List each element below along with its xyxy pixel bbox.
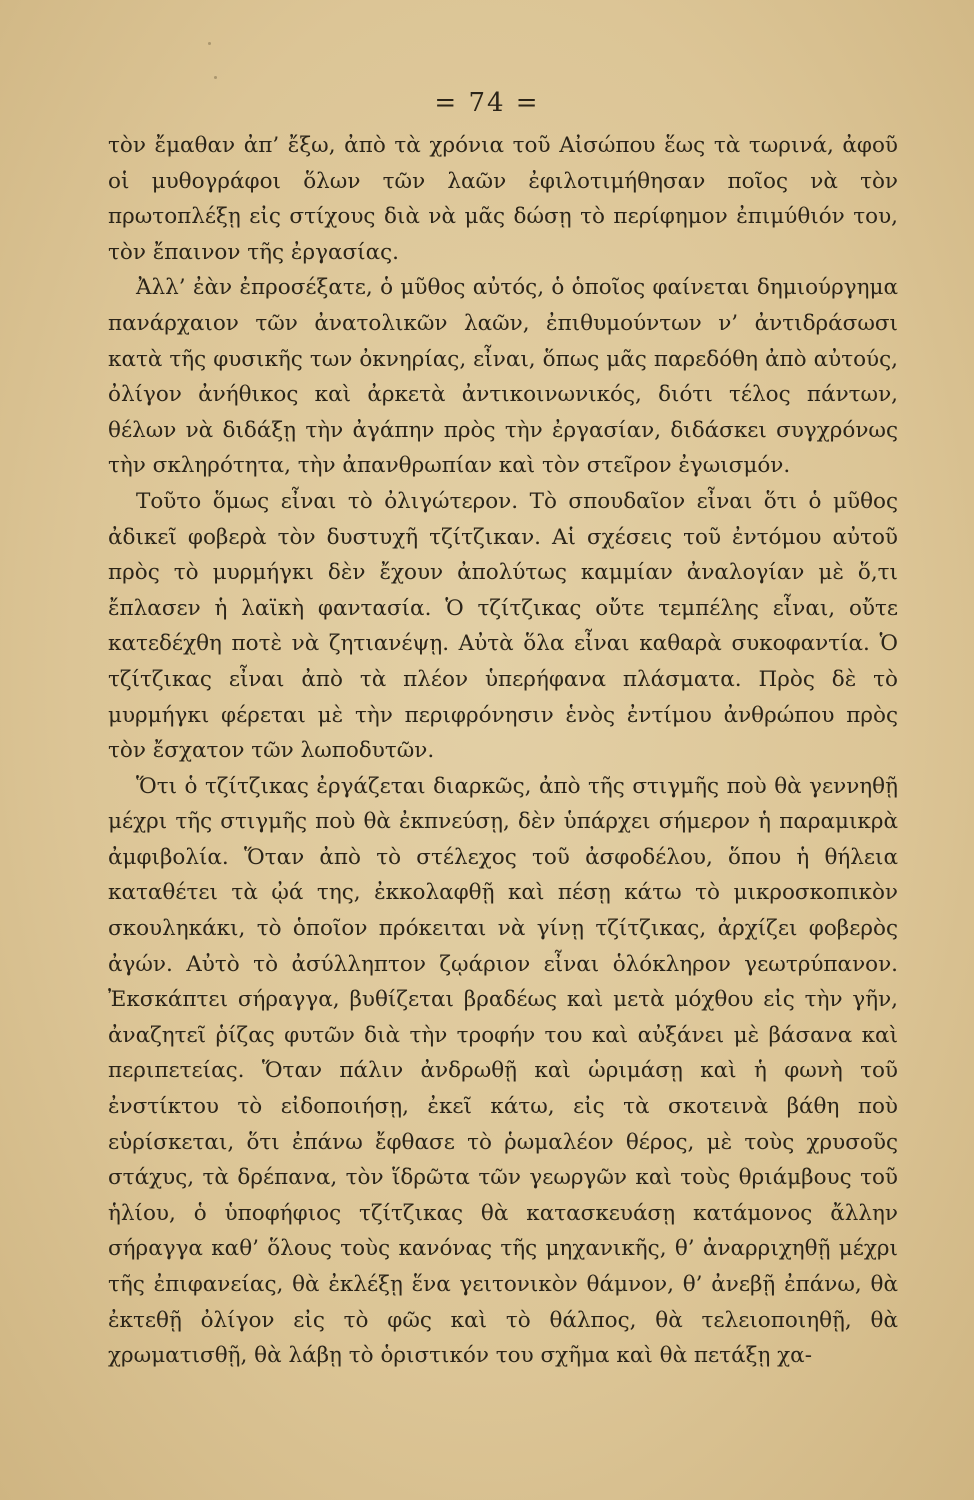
paper-speck	[208, 42, 211, 45]
body-text	[108, 128, 898, 1374]
page-number: = 74 =	[434, 88, 540, 118]
paragraph-1: τὸν ἔμαθαν ἀπ’ ἔξω, ἀπὸ τὰ χρόνια τοῦ Αἰσώπου ἕως τὰ τωρινά, ἀφοῦ οἱ μυθογράφοι ὅλων τῶν λαῶν ἐφιλοτιμήθησαν ποῖος νὰ τὸν πρωτοπλέξῃ εἰς στίχους διὰ νὰ μᾶς δώσῃ τὸ περίφημον ἐπιμύθιόν του, τὸν ἔπαινον τῆς ἐργασίας.	[108, 133, 898, 265]
paragraph-4: Ὅτι ὁ τζίτζικας ἐργάζεται διαρκῶς, ἀπὸ τῆς στιγμῆς ποὺ θὰ γεννηθῇ μέχρι τῆς στιγμῆς ποὺ θὰ ἐκπνεύσῃ, δὲν ὑπάρχει σήμερον ἡ παραμικρὰ ἀμφιβολία. Ὅταν ἀπὸ τὸ στέλεχος τοῦ ἀσφοδέλου, ὅπου ἡ θήλεια καταθέτει τὰ ᾠά της, ἐκκολαφθῇ καὶ πέσῃ κάτω τὸ μικροσκοπικὸν σκουληκάκι, τὸ ὁποῖον πρόκειται νὰ γίνῃ τζίτζικας, ἀρχίζει φοβερὸς ἀγών. Αὐτὸ τὸ ἀσύλληπτον ζῳάριον εἶναι ὁλόκληρον γεωτρύπανον. Ἐκσκάπτει σήραγγα, βυθίζεται βραδέως καὶ μετὰ μόχθου εἰς τὴν γῆν, ἀναζητεῖ ῥίζας φυτῶν διὰ τὴν τροφήν του καὶ αὐξάνει μὲ βάσανα καὶ περιπετείας. Ὅταν πάλιν ἀνδρωθῇ καὶ ὡριμάσῃ καὶ ἡ φωνὴ τοῦ ἐνστίκτου τὸ εἰδοποιήσῃ, ἐκεῖ κάτω, εἰς τὰ σκοτεινὰ βάθη ποὺ εὑρίσκεται, ὅτι ἐπάνω ἔφθασε τὸ ῥωμαλέον θέρος, μὲ τοὺς χρυσοῦς στάχυς, τὰ δρέπανα, τὸν ἵδρῶτα τῶν γεωργῶν καὶ τοὺς θριάμβους τοῦ ἡλίου, ὁ ὑποφήφιος τζίτζικας θὰ κατασκευάσῃ κατάμονος ἄλλην σήραγγα καθ’ ὅλους τοὺς κανόνας τῆς μηχανικῆς, θ’ ἀναρριχηθῇ μέχρι τῆς ἐπιφανείας, θὰ ἐκλέξῃ ἕνα γειτονικὸν θάμνον, θ’ ἀνεβῇ ἐπάνω, θὰ ἐκτεθῇ ὀλίγον εἰς τὸ φῶς καὶ τὸ θάλπος, θὰ τελειοποιηθῇ, θὰ χρωματισθῇ, θὰ λάβῃ τὸ ὁριστικόν του σχῆμα καὶ θὰ πετάξῃ χα-	[108, 773, 898, 1369]
paragraph-3: Τοῦτο ὅμως εἶναι τὸ ὀλιγώτερον. Τὸ σπουδαῖον εἶναι ὅτι ὁ μῦθος ἀδικεῖ φοβερὰ τὸν δυστυχῆ τζίτζικαν. Αἱ σχέσεις τοῦ ἐντόμου αὐτοῦ πρὸς τὸ μυρμήγκι δὲν ἔχουν ἀπολύτως καμμίαν ἀναλογίαν μὲ ὅ,τι ἔπλασεν ἡ λαϊκὴ φαντασία. Ὁ τζίτζικας οὔτε τεμπέλης εἶναι, οὔτε κατεδέχθη ποτὲ νὰ ζητιανέψῃ. Αὐτὰ ὅλα εἶναι καθαρὰ συκοφαντία. Ὁ τζίτζικας εἶναι ἀπὸ τὰ πλέον ὑπερήφανα πλάσματα. Πρὸς δὲ τὸ μυρμήγκι φέρεται μὲ τὴν περιφρόνησιν ἑνὸς ἐντίμου ἀνθρώπου πρὸς τὸν ἔσχατον τῶν λωποδυτῶν.	[108, 488, 898, 764]
paper-speck	[214, 76, 217, 79]
paragraph-2: Ἀλλ’ ἐὰν ἐπροσέξατε, ὁ μῦθος αὐτός, ὁ ὁποῖος φαίνεται δημιούργημα πανάρχαιον τῶν ἀνατολικῶν λαῶν, ἐπιθυμούντων ν’ ἀντιδράσωσι κατὰ τῆς φυσικῆς των ὀκνηρίας, εἶναι, ὅπως μᾶς παρεδόθη ἀπὸ αὐτούς, ὀλίγον ἀνήθικος καὶ ἀρκετὰ ἀντικοινωνικός, διότι τέλος πάντων, θέλων νὰ διδάξῃ τὴν ἀγάπην πρὸς τὴν ἐργασίαν, διδάσκει συγχρόνως τὴν σκληρότητα, τὴν ἀπανθρωπίαν καὶ τὸν στεῖρον ἐγωισμόν.	[108, 275, 898, 479]
